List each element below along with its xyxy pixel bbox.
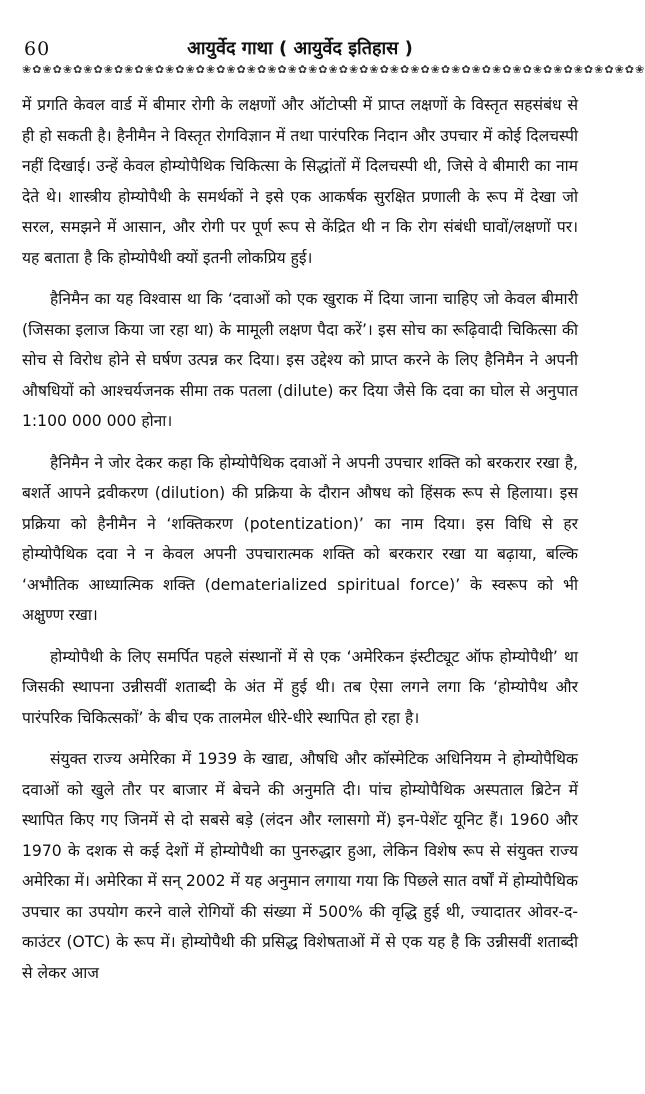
page-title: आयुर्वेद गाथा ( आयुर्वेद इतिहास ) xyxy=(187,38,413,59)
page-number: 60 xyxy=(24,38,51,60)
paragraph-2: हैनिमैन का यह विश्वास था कि ‘दवाओं को एक खुराक में दिया जाना चाहिए जो केवल बीमारी (जिसका इलाज किया जा रहा था) के मामूली लक्षण पैदा करें’। इस सोच का रूढ़िवादी चिकित्सा की सोच से विरोध होने से घर्षण उत्पन्न कर दिया। इस उद्देश्य को प्राप्त करने के लिए हैनिमैन ने अपनी औषधियों को आश्चर्यजनक सीमा तक पतला (dilute) कर दिया जैसे कि दवा का घोल से अनुपात 1:100 000 000 होना। xyxy=(22,290,578,430)
paragraph-1: में प्रगति केवल वार्ड में बीमार रोगी के लक्षणों और ऑटोप्सी में प्राप्त लक्षणों के विस्तृत सहसंबंध से ही हो सकती है। हैनीमैन ने विस्तृत रोगविज्ञान में तथा पारंपरिक निदान और उपचार में कोई दिलचस्पी नहीं दिखाई। उन्हें केवल होम्योपैथिक चिकित्सा के सिद्धांतों में दिलचस्पी थी, जिसे वे बीमारी का नाम देते थे। शास्त्रीय होम्योपैथी के समर्थकों ने इसे एक आकर्षक सुरक्षित प्रणाली के रूप में देखा जो सरल, समझने में आसान, और रोगी पर पूर्ण रूप से केंद्रित थी न कि रोग संबंधी घावों/लक्षणों पर। यह बताता है कि होम्योपैथी क्यों इतनी लोकप्रिय हुई। xyxy=(22,96,578,267)
paragraph-4: होम्योपैथी के लिए समर्पित पहले संस्थानों में से एक ‘अमेरिकन इंस्टीट्यूट ऑफ होम्योपैथी’ था जिसकी स्थापना उन्नीसवीं शताब्दी के अंत में हुई थी। तब ऐसा लगने लगा कि ‘होम्योपैथ और पारंपरिक चिकित्सकों’ के बीच एक तालमेल धीरे-धीरे स्थापित हो रहा है। xyxy=(22,647,578,727)
floral-border-icon: ❀✿❀✿❀✿❀✿❀✿❀✿❀✿❀✿❀✿❀✿❀✿❀✿❀✿❀✿❀✿❀✿❀✿❀✿❀✿❀✿❀✿❀✿❀✿❀✿❀✿❀✿❀✿❀✿❀✿❀✿❀ xyxy=(22,63,645,76)
book-page xyxy=(0,38,645,1094)
paragraph-5: संयुक्त राज्य अमेरिका में 1939 के खाद्य, औषधि और कॉस्मेटिक अधिनियम ने होम्योपैथिक दवाओं को खुले तौर पर बाजार में बेचने की अनुमति दी। पांच होम्योपैथिक अस्पताल ब्रिटेन में स्थापित किए गए जिनमें से दो सबसे बड़े (लंदन और ग्लासगो में) इन-पेशेंट यूनिट हैं। 1960 और 1970 के दशक से कई देशों में होम्योपैथी का पुनरुद्धार हुआ, लेकिन विशेष रूप से संयुक्त राज्य अमेरिका में। अमेरिका में सन् 2002 में यह अनुमान लगाया गया कि पिछले सात वर्षों में होम्योपैथिक उपचार का उपयोग करने वाले रोगियों की संख्या में 500% की वृद्धि हुई थी, ज्यादातर ओवर-द-काउंटर (OTC) के रूप में। होम्योपैथी की प्रसिद्ध विशेषताओं में से एक यह है कि उन्नीसवीं शताब्दी से लेकर आज xyxy=(22,750,578,982)
paragraph-3: हैनिमैन ने जोर देकर कहा कि होम्योपैथिक दवाओं ने अपनी उपचार शक्ति को बरकरार रखा है, बशर्ते आपने द्रवीकरण (dilution) की प्रक्रिया के दौरान औषध को हिंसक रूप से हिलाया। इस प्रक्रिया को हैनीमैन ने ‘शक्तिकरण (potentization)’ का नाम दिया। इस विधि से हर होम्योपैथिक दवा ने न केवल अपनी उपचारात्मक शक्ति को बरकरार रखा या बढ़ाया, बल्कि ‘अभौतिक आध्यात्मिक शक्ति (dematerialized spiritual force)’ के स्वरूप को भी अक्षुण्ण रखा। xyxy=(22,453,578,624)
page-body xyxy=(22,90,578,988)
page-header xyxy=(22,38,645,88)
